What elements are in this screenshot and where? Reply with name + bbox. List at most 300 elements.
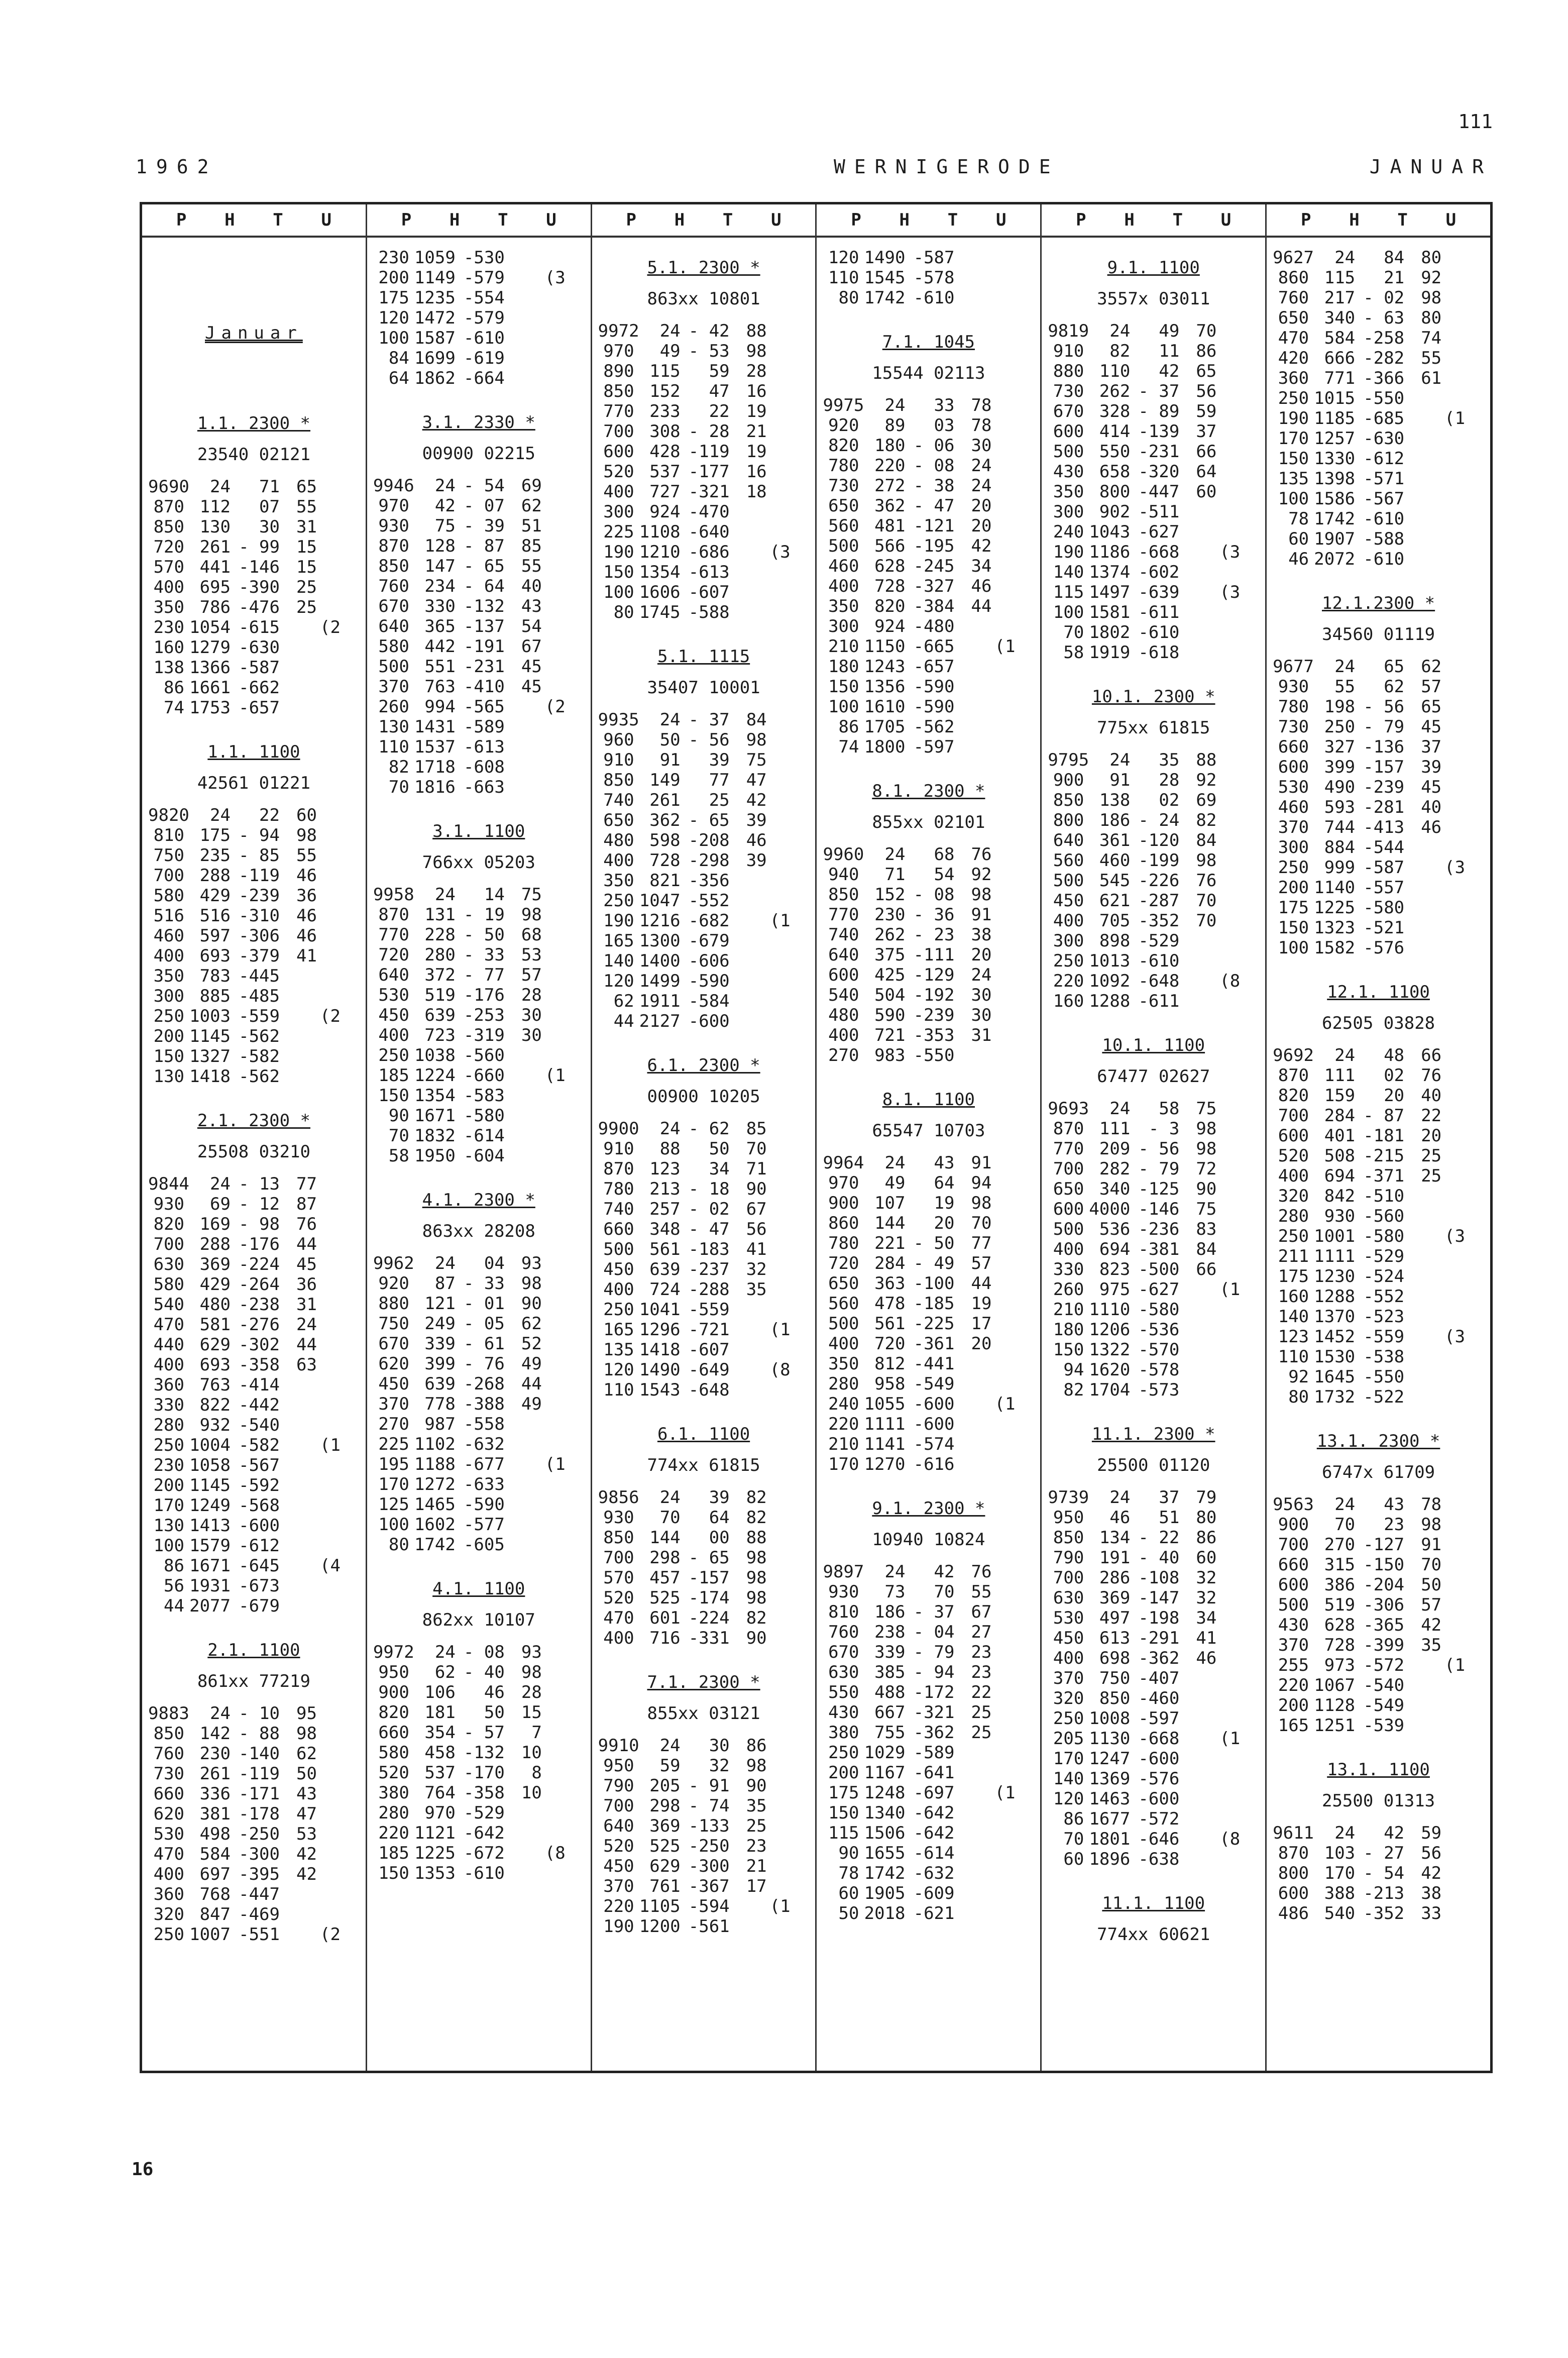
cell-h: 1579 [189,1536,231,1556]
cell-p: 600 [1278,1883,1309,1903]
table-row [1273,1226,1484,1246]
cell-h: 175 [199,825,231,845]
cell-h: 1907 [1314,529,1356,549]
column-header [1042,204,1265,238]
cell-p: 930 [603,1508,634,1528]
cell-h: 728 [1324,1635,1356,1655]
cell-u: 30 [521,1025,542,1045]
table-row [148,1355,360,1375]
cell-t: 20 [1384,1086,1405,1106]
cell-m [1441,1347,1480,1367]
cell-p: 740 [828,925,859,945]
cell-t: -264 [239,1274,280,1295]
cell-t: -381 [1138,1239,1180,1259]
table-row [1048,562,1259,582]
cell-u [730,542,767,562]
sounding-code: 62505 03828 [1321,1013,1435,1033]
table-row [823,1334,1034,1354]
cell-m [1441,777,1480,797]
cell-h: 262 [1099,381,1131,401]
cell-m: (1 [994,1394,1016,1414]
cell-t: -590 [463,1494,505,1515]
cell-h: 721 [874,1025,906,1045]
table-row [148,1214,360,1234]
table-row [373,1314,585,1334]
cell-m [991,657,1030,677]
cell-p: 180 [828,657,859,677]
table-row [1048,1508,1259,1528]
table-row [823,865,1034,885]
cell-m [1216,911,1255,931]
cell-h: 24 [659,1487,681,1508]
table-row [373,616,585,636]
cell-h: 138 [1099,790,1131,810]
cell-u: 42 [746,790,767,810]
cell-u: 91 [971,905,992,925]
table-row [1273,677,1484,697]
table-row [1273,268,1484,288]
cell-m [1216,810,1255,830]
cell-p: 500 [828,536,859,556]
table-row [823,697,1034,717]
cell-h: 75 [434,516,456,536]
cell-h: 1327 [189,1046,231,1066]
cell-t: -550 [913,1045,955,1065]
cell-u [730,522,767,542]
cell-u [1404,1716,1441,1736]
cell-h: 1530 [1314,1347,1356,1367]
cell-p: 600 [1053,1199,1084,1219]
cell-p: 940 [828,865,859,885]
table-row [598,522,810,542]
cell-p: 400 [1053,1239,1084,1259]
cell-h: 340 [1099,1179,1131,1199]
cell-h: 1235 [414,288,456,308]
cell-u: 98 [521,1273,542,1294]
table-row [1273,248,1484,268]
table-row [1273,737,1484,757]
cell-p: 720 [828,1253,859,1273]
table-row [1048,1099,1259,1119]
cell-t: - 08 [913,885,955,905]
table-row [373,777,585,797]
cell-p: 60 [838,1883,859,1903]
cell-h: 284 [874,1253,906,1273]
cell-m [542,368,580,388]
cell-h: 1058 [189,1455,231,1475]
cell-t: 22 [259,805,280,825]
cell-u [954,1883,991,1903]
table-row [148,577,360,597]
cell-t: -657 [239,698,280,718]
cell-m [1216,1628,1255,1648]
cell-h: 1816 [414,777,456,797]
cell-h: 213 [649,1179,681,1199]
column-header-label: H [1124,210,1135,230]
cell-u: 46 [1196,1648,1217,1668]
cell-h: 425 [874,965,906,985]
cell-t: -399 [1363,1635,1405,1655]
cell-t: - 19 [463,905,505,925]
cell-u: 49 [521,1394,542,1414]
cell-h: 354 [424,1723,456,1743]
cell-p: 80 [388,1535,409,1555]
cell-p: 870 [1278,1843,1309,1863]
cell-p: 400 [828,1025,859,1045]
cell-p: 550 [828,1682,859,1702]
cell-m [317,1576,355,1596]
cell-p: 640 [378,965,409,985]
month-title-text: Januar [205,323,303,343]
table-row [823,1662,1034,1682]
cell-t: -574 [913,1434,955,1454]
cell-h: 159 [1324,1086,1356,1106]
cell-h: 566 [874,536,906,556]
cell-u: 30 [971,1005,992,1025]
cell-p: 650 [1278,308,1309,328]
cell-m [317,906,355,926]
cell-m [1441,449,1480,469]
cell-t: 65 [1384,657,1405,677]
cell-m [1441,677,1480,697]
cell-u: 76 [971,844,992,865]
table-row [598,1588,810,1608]
cell-m: (1 [994,636,1016,657]
table-row [598,421,810,442]
cell-m [767,850,805,871]
cell-m [1441,1635,1480,1655]
cell-p: 570 [153,557,184,577]
cell-u: 30 [971,985,992,1005]
cell-h: 315 [1324,1555,1356,1575]
cell-h: 490 [1324,777,1356,797]
cell-m [1216,871,1255,891]
table-row [148,1884,360,1904]
cell-t: -580 [1363,898,1405,918]
cell-t: -530 [463,248,505,268]
cell-m [1216,1809,1255,1829]
cell-u: 44 [296,1335,317,1355]
table-row [373,985,585,1005]
table-row [1273,449,1484,469]
cell-m [991,1883,1030,1903]
sounding-title: 12.1. 1100 [1327,982,1430,1002]
cell-t: -137 [463,616,505,636]
cell-m [317,1046,355,1066]
cell-u: 67 [521,636,542,657]
table-row [598,730,810,750]
table-row [1273,1126,1484,1146]
cell-u: 32 [1196,1588,1217,1608]
cell-p: 700 [1053,1159,1084,1179]
cell-u: 25 [296,577,317,597]
cell-h: 924 [649,502,681,522]
cell-t: -668 [1138,1729,1180,1749]
cell-p: 470 [603,1608,634,1628]
cell-t: - 79 [1363,717,1405,737]
cell-h: 128 [424,536,456,556]
cell-m [317,637,355,658]
cell-m [767,1279,805,1300]
cell-h: 115 [1324,268,1356,288]
cell-t: 48 [1384,1045,1405,1065]
cell-p: 9795 [1048,750,1089,770]
cell-u [954,616,991,636]
cell-h: 550 [1099,442,1131,462]
cell-m [317,1254,355,1274]
cell-h: 1742 [1314,509,1356,529]
column-body [592,238,816,1937]
cell-h: 1230 [1314,1266,1356,1287]
cell-t: -627 [1138,522,1180,542]
column-header-label: U [1220,210,1231,230]
cell-m [317,1844,355,1864]
cell-t: -600 [688,1011,730,1031]
table-row [148,517,360,537]
cell-h: 24 [659,321,681,341]
cell-h: 1330 [1314,449,1356,469]
table-row [598,991,810,1011]
cell-h: 581 [199,1315,231,1335]
cell-p: 760 [153,1744,184,1764]
cell-m [317,1026,355,1046]
cell-u [280,678,317,698]
cell-h: 508 [1324,1146,1356,1166]
cell-p: 9739 [1048,1487,1089,1508]
sounding-block [823,332,1034,757]
table-row [1048,1769,1259,1789]
cell-u: 93 [521,1642,542,1662]
cell-p: 850 [603,770,634,790]
cell-p: 370 [1278,817,1309,837]
cell-u: 8 [531,1763,542,1783]
sounding-code: 855xx 03121 [647,1703,760,1724]
cell-u: 10 [521,1783,542,1803]
table-row [1273,1863,1484,1883]
cell-t: -302 [239,1335,280,1355]
cell-h: 24 [1334,1045,1356,1065]
cell-m [1441,368,1480,388]
cell-u: 47 [746,770,767,790]
cell-p: 850 [603,1528,634,1548]
cell-t: 47 [709,381,730,401]
cell-u: 67 [971,1602,992,1622]
table-row [598,1199,810,1219]
cell-t: 32 [709,1756,730,1776]
cell-h: 401 [1324,1126,1356,1146]
cell-p: 640 [603,1816,634,1836]
cell-p: 860 [1278,268,1309,288]
cell-t: -721 [688,1320,730,1340]
cell-u [1179,1340,1216,1360]
cell-u: 88 [746,321,767,341]
cell-m [1441,1555,1480,1575]
cell-p: 100 [603,582,634,602]
cell-u: 45 [296,1254,317,1274]
sounding-code: 23540 02121 [197,445,310,465]
cell-p: 140 [1053,562,1084,582]
cell-m [317,1355,355,1375]
cell-h: 82 [1109,341,1131,361]
cell-m [767,1568,805,1588]
cell-h: 441 [199,557,231,577]
cell-p: 700 [1278,1535,1309,1555]
cell-t: - 89 [1138,401,1180,421]
cell-u: 51 [521,516,542,536]
cell-t: - 50 [463,925,505,945]
table-row [823,945,1034,965]
cell-m [1216,1789,1255,1809]
sounding-title: 9.1. 1100 [1107,258,1200,278]
cell-p: 600 [1278,757,1309,777]
table-row [1273,1266,1484,1287]
cell-u [1404,1266,1441,1287]
cell-t: -204 [1363,1575,1405,1595]
cell-u [280,1375,317,1395]
cell-t: - 08 [463,1642,505,1662]
cell-h: 480 [199,1295,231,1315]
table-row [148,1066,360,1087]
cell-p: 400 [828,1334,859,1354]
cell-p: 80 [1288,1387,1309,1407]
cell-p: 850 [1053,790,1084,810]
cell-h: 1366 [189,658,231,678]
cell-m [542,1025,580,1045]
table-row [823,556,1034,576]
cell-t: -632 [463,1434,505,1454]
table-row [1048,1829,1259,1849]
cell-h: 381 [199,1804,231,1824]
cell-p: 780 [603,1179,634,1199]
table-row [373,1253,585,1273]
table-row [1048,1528,1259,1548]
table-row [373,1045,585,1065]
cell-u: 60 [1196,482,1217,502]
cell-m [767,562,805,582]
cell-h: 537 [424,1763,456,1783]
cell-m [991,1723,1030,1743]
cell-t: - 10 [239,1703,280,1724]
cell-u [1179,502,1216,522]
table-row [598,1487,810,1508]
cell-m: (1 [769,911,791,931]
table-row [373,1354,585,1374]
cell-u: 77 [971,1233,992,1253]
cell-p: 9935 [598,710,639,730]
table-row [1273,1494,1484,1515]
cell-t: -557 [1363,878,1405,898]
column-header-label: U [321,210,331,230]
cell-m [542,288,580,308]
cell-p: 255 [1278,1655,1309,1675]
cell-u [505,348,542,368]
table-row [1048,321,1259,341]
table-row [148,1375,360,1395]
header-month: JANUAR [1369,156,1493,178]
table-row [1273,1823,1484,1843]
table-row [598,710,810,730]
table-row [373,268,585,288]
cell-m [1216,1588,1255,1608]
cell-m [767,1508,805,1528]
cell-u [1404,408,1441,428]
cell-h: 375 [874,945,906,965]
table-row [823,677,1034,697]
cell-u [505,1434,542,1454]
table-row [1273,328,1484,348]
table-row [823,476,1034,496]
cell-t: -668 [1138,542,1180,562]
cell-m [767,951,805,971]
cell-t: 68 [934,844,955,865]
cell-m [767,1380,805,1400]
cell-h: 561 [649,1239,681,1259]
cell-t: 02 [1159,790,1180,810]
cell-h: 697 [199,1864,231,1884]
table-row [823,1723,1034,1743]
cell-u [1179,582,1216,602]
cell-u: 92 [971,865,992,885]
table-row [373,1763,585,1783]
cell-h: 110 [1099,361,1131,381]
cell-u: 25 [971,1702,992,1723]
cell-u: 55 [971,1582,992,1602]
table-row [148,1194,360,1214]
cell-p: 530 [378,985,409,1005]
cell-t: -607 [688,582,730,602]
cell-p: 9693 [1048,1099,1089,1119]
cell-p: 910 [603,750,634,770]
cell-m [1441,1494,1480,1515]
cell-p: 200 [1278,1695,1309,1716]
cell-h: 24 [1109,1099,1131,1119]
table-row [148,926,360,946]
sounding-block [823,1498,1034,1923]
cell-u [1179,1300,1216,1320]
cell-h: 55 [1334,677,1356,697]
cell-t: -640 [688,522,730,542]
cell-h: 1029 [864,1743,906,1763]
cell-p: 870 [603,1159,634,1179]
cell-u: 82 [746,1487,767,1508]
table-row [373,885,585,905]
cell-h: 70 [659,1508,681,1528]
column-header-label: U [771,210,781,230]
cell-t: -577 [463,1515,505,1535]
cell-t: - 47 [688,1219,730,1239]
table-row [1273,308,1484,328]
cell-u: 87 [296,1194,317,1214]
cell-p: 630 [153,1254,184,1274]
cell-p: 760 [378,576,409,596]
cell-t: -611 [1138,991,1180,1011]
cell-m [542,1682,580,1702]
cell-p: 120 [378,308,409,328]
cell-t: -300 [688,1856,730,1876]
cell-t: -132 [463,596,505,616]
cell-p: 560 [828,1294,859,1314]
cell-t: -224 [239,1254,280,1274]
cell-t: -614 [913,1843,955,1863]
cell-t: -572 [1363,1655,1405,1675]
cell-h: 694 [1099,1239,1131,1259]
table-row [1048,871,1259,891]
cell-p: 450 [603,1856,634,1876]
cell-h: 1243 [864,657,906,677]
table-row [1048,1279,1259,1300]
cell-u: 62 [521,496,542,516]
cell-p: 460 [1278,797,1309,817]
